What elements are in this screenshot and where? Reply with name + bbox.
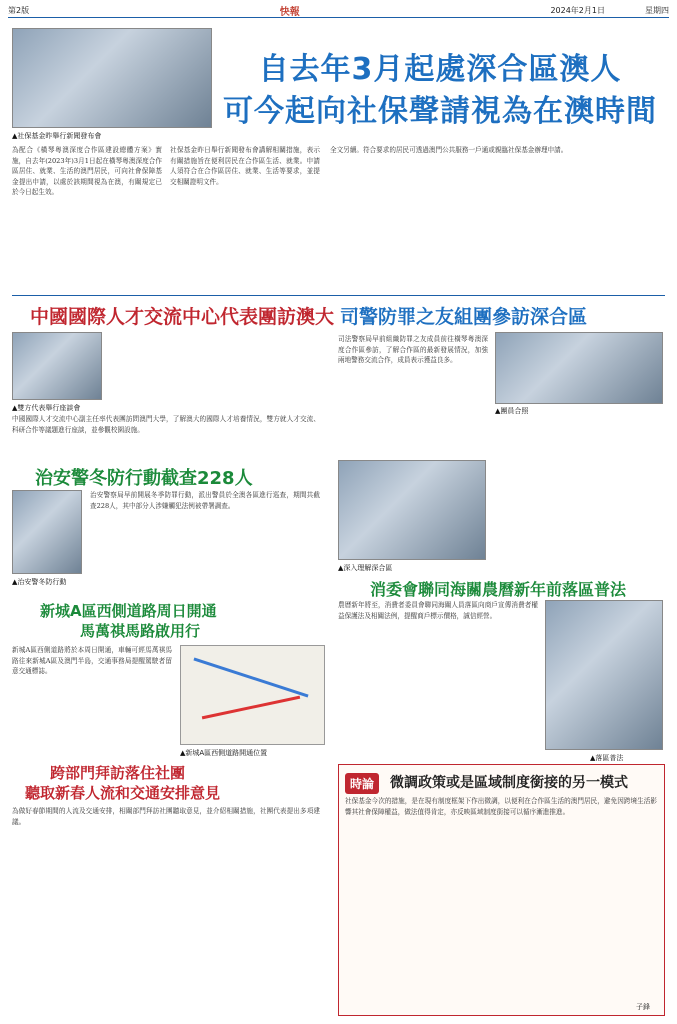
story3-body: 治安警察局早前開展冬季防罪行動，派出警員於全澳各區進行巡查，期間共截查228人，其中部分人涉嫌觸犯法例被帶署調查。: [90, 491, 320, 510]
lead-para-3: 全文另續。符合要求的居民可透過澳門公共服務一戶通或親臨社保基金辦理申請。: [330, 146, 568, 154]
story1-headline: 中國國際人才交流中心代表團訪澳大: [30, 306, 335, 328]
story6-body: 新城A區西側道路將於本周日開通，車輛可經馬萬祺馬路往來新城A區及澳門半島，交通事務局提醒駕駛者留意交通標誌。: [12, 646, 172, 676]
story2-headline: 司警防罪之友組團參訪深合區: [340, 306, 588, 328]
page-number: 第2版: [8, 6, 30, 15]
story6-headline-1: 新城A區西側道路周日開通: [40, 602, 217, 620]
story3-photo: [12, 490, 82, 574]
lead-headline-2: 可今起向社保聲請視為在澳時間: [223, 94, 657, 129]
story4-photo-caption: ▲深入理解深合區: [338, 564, 393, 572]
issue-date: 2024年2月1日: [550, 6, 605, 15]
lead-photo: [12, 28, 212, 128]
story1-photo-caption: ▲雙方代表舉行座談會: [12, 404, 81, 412]
commentary-author: 子鋒: [636, 1003, 650, 1011]
road-map: [180, 645, 325, 745]
story1-body: 中國國際人才交流中心副主任率代表團訪問澳門大學，了解澳大的國際人才培養情況，雙方就人才交流、科研合作等議題進行座談，並參觀校園設施。: [12, 415, 320, 434]
page-header: [8, 4, 669, 18]
story7-body: 為做好春節期間的人流及交通安排，相關部門拜訪社團聽取意見，並介紹相關措施，社團代表提出多項建議。: [12, 807, 320, 826]
lead-photo-caption: ▲社保基金昨舉行新聞發布會: [12, 132, 102, 140]
story5-photo: [545, 600, 663, 750]
story2-body: 司法警察局早前組織防罪之友成員前往橫琴粵澳深度合作區參訪，了解合作區的最新發展情況，加強兩地警務交流合作，成員表示獲益良多。: [338, 335, 488, 365]
story7-headline-1: 跨部門拜訪落住社團: [50, 764, 186, 782]
story6-headline-2: 馬萬祺馬路啟用行: [80, 622, 201, 640]
story2-photo-caption: ▲團員合照: [495, 407, 529, 415]
map-road: [193, 658, 308, 698]
commentary-headline: 微調政策或是區域制度銜接的另一模式: [390, 775, 628, 791]
story4-photo: [338, 460, 486, 560]
map-caption: ▲新城A區西側道路開通位置: [180, 749, 268, 757]
divider: [12, 295, 665, 296]
story7-headline-2: 聽取新春人流和交通安排意見: [25, 784, 221, 802]
paper-logo: 快報: [279, 7, 300, 18]
story3-photo-caption: ▲治安警冬防行動: [12, 578, 67, 586]
story5-body: 農曆新年將至，消費者委員會聯同海關人員落區向商戶宣傳消費者權益保護法及相關法例，提醒商戶標示價格，誠信經營。: [338, 601, 538, 620]
commentary-body: 社保基金今次的措施，是在現有制度框架下作出微調，以便利在合作區生活的澳門居民，避免因跨境生活影響其社會保障權益，做法值得肯定，亦反映區域制度銜接可以循序漸進推進。: [345, 797, 657, 816]
story2-photo: [495, 332, 663, 404]
commentary-badge: 時論: [345, 773, 379, 794]
weekday: 星期四: [644, 6, 669, 15]
story5-photo-caption: ▲落區普法: [590, 754, 624, 762]
story3-headline: 治安警冬防行動截查228人: [35, 468, 253, 489]
story1-photo: [12, 332, 102, 400]
lead-para-2: 社保基金昨日舉行新聞發布會講解相關措施，表示有關措施旨在便利居民在合作區生活、就業。申請人須符合在合作區居住、就業、生活等要求，並提交相關證明文件。: [170, 146, 320, 186]
map-new-road: [202, 696, 300, 720]
lead-para-1: 為配合《橫琴粵澳深度合作區建設總體方案》實施，自去年(2023年)3月1日起在橫琴粵澳深度合作區居住、就業、生活的澳門居民，可向社會保障基金提出申請，以處於該期間視為在澳，有關規定已於今日起生效。: [12, 146, 162, 197]
story5-headline: 消委會聯同海關農曆新年前落區普法: [370, 580, 627, 599]
lead-headline-1: 自去年3月起處深合區澳人: [258, 52, 622, 87]
